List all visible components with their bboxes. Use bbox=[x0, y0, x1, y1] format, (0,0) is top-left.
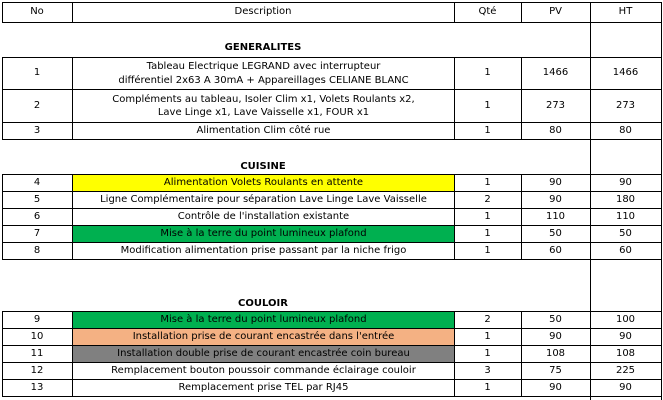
row-pv: 50 bbox=[549, 313, 562, 325]
gridline-horizontal bbox=[2, 22, 661, 23]
row-description: Alimentation Clim côté rue bbox=[196, 125, 331, 137]
gridline-vertical bbox=[521, 379, 522, 396]
gridline-vertical bbox=[2, 328, 3, 345]
gridline-vertical bbox=[72, 191, 73, 208]
gridline-vertical bbox=[454, 57, 455, 89]
row-qty: 2 bbox=[484, 193, 491, 205]
gridline-vertical bbox=[2, 311, 3, 328]
section-title: CUISINE bbox=[240, 160, 286, 172]
section-title: COULOIR bbox=[238, 297, 288, 309]
gridline-vertical bbox=[454, 311, 455, 328]
row-no: 4 bbox=[33, 176, 41, 188]
gridline-vertical bbox=[454, 345, 455, 362]
row-description: Installation double prise de courant encastrée coin bureau bbox=[73, 346, 454, 362]
gridline-vertical bbox=[72, 328, 73, 345]
row-pv: 90 bbox=[549, 381, 562, 393]
gridline-horizontal bbox=[2, 259, 661, 260]
row-qty: 1 bbox=[484, 176, 491, 188]
row-qty: 1 bbox=[484, 244, 491, 256]
row-description: Mise à la terre du point lumineux plafond bbox=[73, 312, 454, 328]
gridline-vertical bbox=[521, 2, 522, 22]
gridline-vertical bbox=[521, 89, 522, 122]
gridline-horizontal bbox=[2, 2, 661, 3]
row-description: Tableau Electrique LEGRAND avec interrupteur différentiel 2x63 A 30mA + Appareillages CELIANE BLANC bbox=[118, 61, 409, 86]
header-no: No bbox=[30, 6, 44, 18]
gridline-vertical bbox=[72, 2, 73, 22]
row-ht: 225 bbox=[615, 364, 636, 376]
gridline-vertical bbox=[521, 122, 522, 139]
row-no: 3 bbox=[33, 124, 41, 136]
gridline-vertical bbox=[454, 208, 455, 225]
gridline-vertical bbox=[2, 174, 3, 191]
row-description: Installation prise de courant encastrée dans l'entrée bbox=[73, 329, 454, 345]
row-pv: 50 bbox=[549, 227, 562, 239]
gridline-vertical bbox=[454, 122, 455, 139]
gridline-vertical bbox=[661, 2, 662, 400]
row-no: 10 bbox=[30, 330, 44, 342]
row-ht: 60 bbox=[619, 244, 632, 256]
row-ht: 1466 bbox=[612, 67, 639, 79]
gridline-vertical bbox=[72, 174, 73, 191]
gridline-vertical bbox=[2, 225, 3, 242]
gridline-vertical bbox=[72, 89, 73, 122]
row-description: Remplacement prise TEL par RJ45 bbox=[178, 382, 349, 394]
gridline-vertical bbox=[521, 362, 522, 379]
gridline-horizontal bbox=[2, 396, 661, 397]
row-ht: 180 bbox=[615, 193, 636, 205]
row-description: Compléments au tableau, Isoler Clim x1, Volets Roulants x2, Lave Linge x1, Lave Vaisselle x1, FOUR x1 bbox=[112, 93, 415, 118]
row-ht: 90 bbox=[619, 330, 632, 342]
row-no: 13 bbox=[30, 381, 44, 393]
row-qty: 1 bbox=[484, 124, 491, 136]
row-qty: 2 bbox=[484, 313, 491, 325]
gridline-vertical bbox=[521, 57, 522, 89]
gridline-vertical bbox=[521, 225, 522, 242]
row-qty: 1 bbox=[484, 210, 491, 222]
gridline-vertical bbox=[2, 379, 3, 396]
gridline-vertical bbox=[2, 57, 3, 89]
row-description: Contrôle de l'installation existante bbox=[177, 211, 350, 223]
gridline-vertical bbox=[454, 328, 455, 345]
row-no: 12 bbox=[30, 364, 44, 376]
gridline-vertical bbox=[2, 122, 3, 139]
gridline-vertical bbox=[2, 242, 3, 259]
gridline-vertical bbox=[454, 362, 455, 379]
row-pv: 60 bbox=[549, 244, 562, 256]
gridline-vertical bbox=[72, 242, 73, 259]
row-pv: 80 bbox=[549, 124, 562, 136]
gridline-vertical bbox=[521, 311, 522, 328]
row-ht: 108 bbox=[615, 347, 636, 359]
row-no: 8 bbox=[33, 244, 41, 256]
gridline-vertical bbox=[454, 2, 455, 22]
gridline-vertical bbox=[2, 208, 3, 225]
gridline-vertical bbox=[72, 208, 73, 225]
row-qty: 3 bbox=[484, 364, 491, 376]
row-no: 9 bbox=[33, 313, 41, 325]
gridline-vertical bbox=[2, 2, 3, 22]
row-ht: 80 bbox=[619, 124, 632, 136]
row-pv: 90 bbox=[549, 176, 562, 188]
header-pv: PV bbox=[549, 6, 562, 18]
gridline-vertical bbox=[454, 379, 455, 396]
row-no: 6 bbox=[33, 210, 41, 222]
row-no: 5 bbox=[33, 193, 41, 205]
row-qty: 1 bbox=[484, 67, 491, 79]
row-qty: 1 bbox=[484, 347, 491, 359]
gridline-vertical bbox=[2, 362, 3, 379]
row-description: Alimentation Volets Roulants en attente bbox=[73, 175, 454, 191]
row-pv: 90 bbox=[549, 193, 562, 205]
gridline-vertical bbox=[521, 345, 522, 362]
gridline-vertical bbox=[72, 57, 73, 89]
row-pv: 273 bbox=[545, 99, 566, 111]
gridline-vertical bbox=[454, 242, 455, 259]
gridline-vertical bbox=[521, 208, 522, 225]
gridline-vertical bbox=[72, 379, 73, 396]
gridline-vertical bbox=[454, 225, 455, 242]
row-ht: 90 bbox=[619, 381, 632, 393]
row-no: 1 bbox=[33, 67, 41, 79]
row-description: Mise à la terre du point lumineux plafond bbox=[73, 226, 454, 242]
gridline-vertical bbox=[72, 225, 73, 242]
gridline-vertical bbox=[521, 191, 522, 208]
row-ht: 110 bbox=[615, 210, 636, 222]
row-pv: 110 bbox=[545, 210, 566, 222]
row-qty: 1 bbox=[484, 99, 491, 111]
row-ht: 273 bbox=[615, 99, 636, 111]
row-qty: 1 bbox=[484, 330, 491, 342]
row-ht: 50 bbox=[619, 227, 632, 239]
gridline-vertical bbox=[72, 345, 73, 362]
header-ht: HT bbox=[618, 6, 633, 18]
row-ht: 100 bbox=[615, 313, 636, 325]
row-ht: 90 bbox=[619, 176, 632, 188]
gridline-vertical bbox=[590, 2, 591, 400]
gridline-vertical bbox=[2, 345, 3, 362]
gridline-vertical bbox=[72, 122, 73, 139]
row-pv: 108 bbox=[545, 347, 566, 359]
section-title: GENERALITES bbox=[224, 41, 302, 53]
header-qty: Qté bbox=[478, 6, 497, 18]
row-pv: 90 bbox=[549, 330, 562, 342]
row-pv: 1466 bbox=[542, 67, 569, 79]
gridline-vertical bbox=[521, 174, 522, 191]
gridline-vertical bbox=[521, 242, 522, 259]
gridline-vertical bbox=[72, 311, 73, 328]
row-qty: 1 bbox=[484, 227, 491, 239]
gridline-vertical bbox=[2, 191, 3, 208]
gridline-vertical bbox=[521, 328, 522, 345]
row-no: 7 bbox=[33, 227, 41, 239]
row-qty: 1 bbox=[484, 381, 491, 393]
row-description: Ligne Complémentaire pour séparation Lave Linge Lave Vaisselle bbox=[100, 194, 427, 206]
header-description: Description bbox=[234, 6, 292, 18]
gridline-vertical bbox=[454, 191, 455, 208]
row-description: Modification alimentation prise passant par la niche frigo bbox=[120, 245, 407, 257]
row-pv: 75 bbox=[549, 364, 562, 376]
row-no: 11 bbox=[30, 347, 44, 359]
gridline-vertical bbox=[454, 174, 455, 191]
gridline-horizontal bbox=[2, 139, 661, 140]
row-no: 2 bbox=[33, 99, 41, 111]
row-description: Remplacement bouton poussoir commande éclairage couloir bbox=[111, 365, 416, 377]
gridline-vertical bbox=[454, 89, 455, 122]
gridline-vertical bbox=[2, 89, 3, 122]
gridline-vertical bbox=[72, 362, 73, 379]
